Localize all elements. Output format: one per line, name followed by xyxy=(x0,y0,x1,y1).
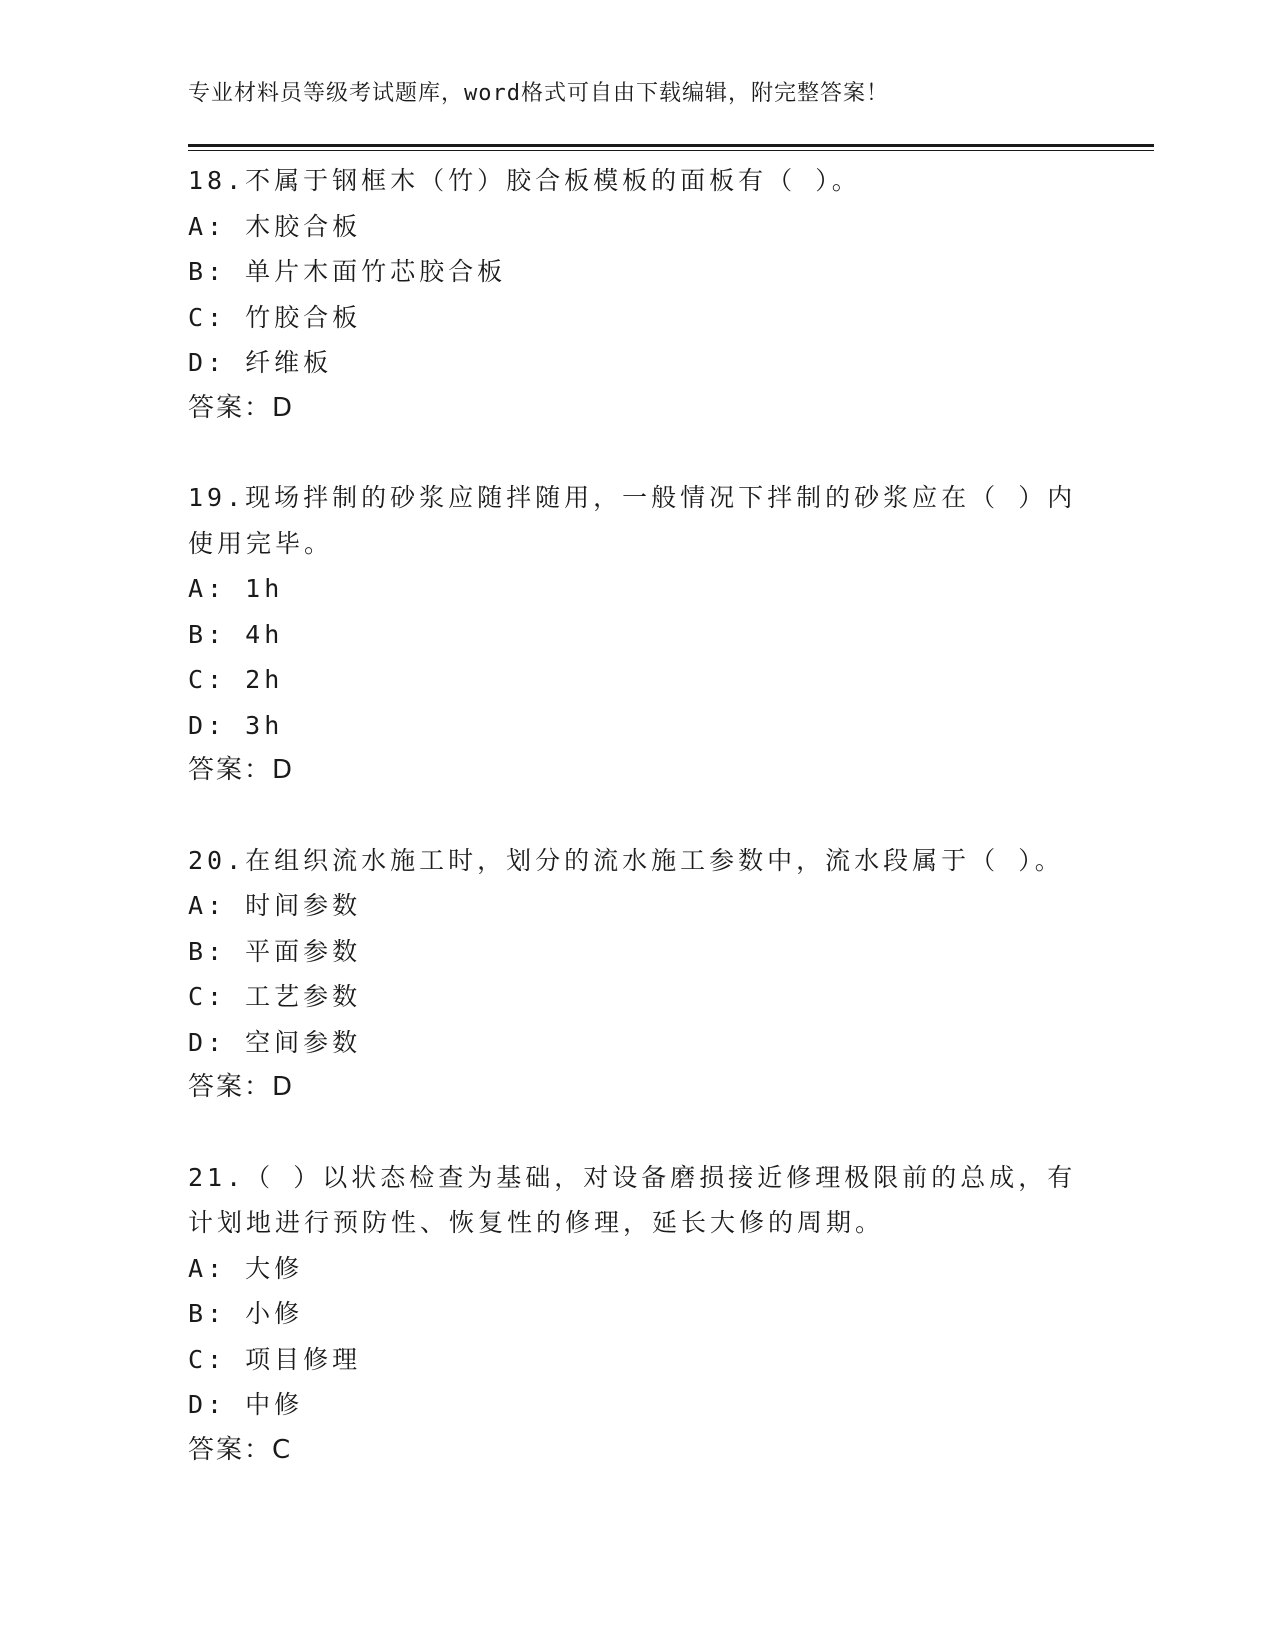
answer: 答案：C xyxy=(188,1434,293,1465)
question-stem-continued: 使用完毕。 xyxy=(188,528,334,558)
header-rule-thin xyxy=(188,150,1154,151)
answer: 答案：D xyxy=(188,392,295,423)
question-21 xyxy=(188,1155,1077,1474)
option-d: D: 中修 xyxy=(188,1390,304,1419)
question-list xyxy=(188,158,1077,1517)
option-c: C: 工艺参数 xyxy=(188,982,362,1011)
option-b: B: 平面参数 xyxy=(188,936,362,966)
option-a: A: 木胶合板 xyxy=(188,211,362,241)
question-stem: 19.现场拌制的砂浆应随拌随用，一般情况下拌制的砂浆应在（ ）内 xyxy=(188,483,1077,512)
option-b: B: 单片木面竹芯胶合板 xyxy=(188,257,507,286)
option-b: B: 4h xyxy=(188,619,284,649)
answer: 答案：D xyxy=(188,755,295,785)
question-stem: 21.（ ）以状态检查为基础，对设备磨损接近修理极限前的总成，有 xyxy=(188,1162,1077,1192)
answer: 答案：D xyxy=(188,1072,295,1102)
question-stem: 18.不属于钢框木（竹）胶合板模板的面板有（ ）。 xyxy=(188,166,861,195)
option-b: B: 小修 xyxy=(188,1299,304,1328)
option-d: D: 空间参数 xyxy=(188,1027,362,1057)
question-18 xyxy=(188,158,1068,431)
option-a: A: 大修 xyxy=(188,1253,304,1283)
option-c: C: 2h xyxy=(188,665,284,694)
option-a: A: 1h xyxy=(188,574,284,603)
option-c: C: 项目修理 xyxy=(188,1344,362,1374)
question-stem: 20.在组织流水施工时，划分的流水施工参数中，流水段属于（ ）。 xyxy=(188,845,1064,875)
option-c: C: 竹胶合板 xyxy=(188,302,362,332)
page-header: 专业材料员等级考试题库，word格式可自由下载编辑，附完整答案！ xyxy=(188,81,889,106)
question-19 xyxy=(188,475,1077,794)
option-a: A: 时间参数 xyxy=(188,891,362,920)
question-20 xyxy=(188,838,1068,1111)
header-rule-thick xyxy=(188,144,1154,147)
question-stem-continued: 计划地进行预防性、恢复性的修理，延长大修的周期。 xyxy=(188,1208,885,1237)
option-d: D: 纤维板 xyxy=(188,348,333,377)
option-d: D: 3h xyxy=(188,710,284,740)
